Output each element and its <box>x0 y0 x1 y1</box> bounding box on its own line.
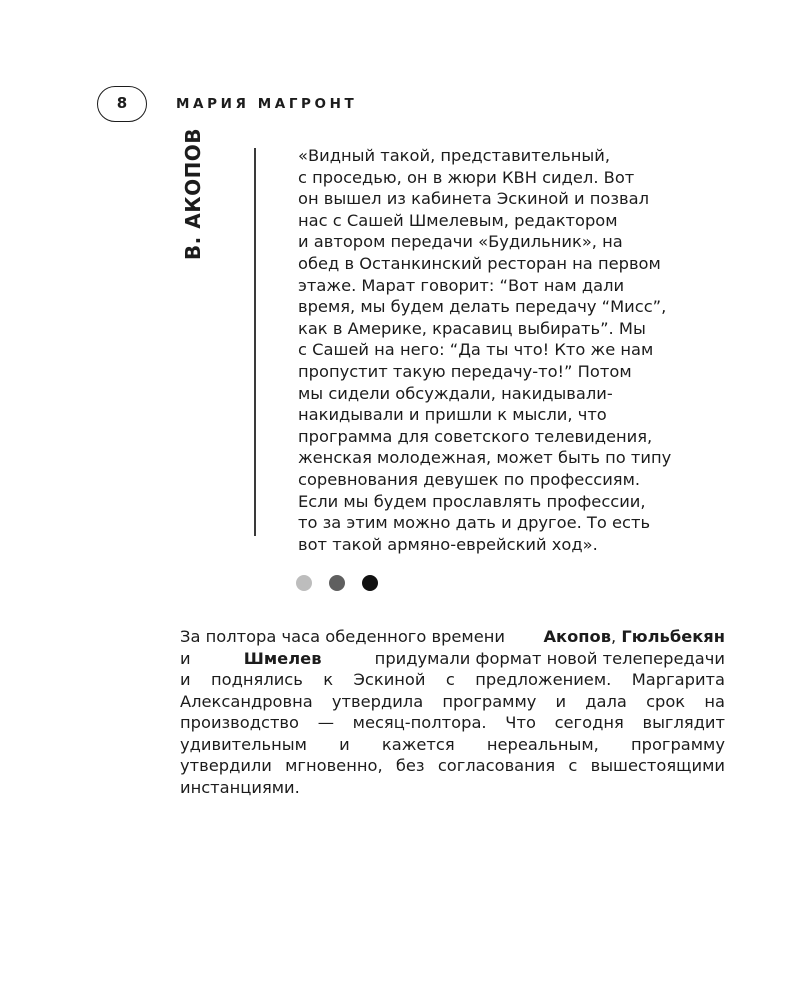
paragraph-word: сегодня <box>554 713 624 732</box>
paragraph-line <box>180 626 725 648</box>
name-shmelev: Шмелев <box>243 648 322 668</box>
paragraph-word: вышестоящими <box>590 756 725 775</box>
quote-line: соревнования девушек по профессиям. <box>298 469 641 489</box>
paragraph-word: удивительным <box>180 734 307 754</box>
paragraph-word: Александровна <box>180 691 313 711</box>
quote-line: время, мы будем делать передачу “Мисс”, <box>298 297 667 317</box>
separator-dot-light <box>296 575 312 591</box>
quote-line: женская молодежная, может быть по типу <box>298 448 672 468</box>
quote-line: и автором передачи «Будильник», на <box>298 232 623 252</box>
paragraph-line: инстанциями. <box>180 777 300 797</box>
quote-line: пропустит такую передачу-то!” Потом <box>298 361 632 381</box>
paragraph-word: и <box>555 691 567 711</box>
paragraph-word: и <box>180 670 191 689</box>
paragraph-text: и <box>180 648 191 668</box>
paragraph-word: Эскиной <box>353 670 426 689</box>
paragraph-word: кажется <box>381 734 455 754</box>
paragraph-line <box>180 712 725 734</box>
body-paragraph <box>180 626 725 798</box>
quote-attribution <box>171 127 215 261</box>
separator-dot-dark <box>362 575 378 591</box>
paragraph-line <box>180 669 725 691</box>
paragraph-word: согласования <box>437 756 556 775</box>
paragraph-line <box>180 691 725 713</box>
paragraph-word: к <box>323 670 334 689</box>
running-head-author: МАРИЯ МАГРОНТ <box>176 96 358 112</box>
paragraph-word: программу <box>442 691 537 711</box>
paragraph-word: без <box>395 756 425 775</box>
paragraph-word: срок <box>646 691 686 711</box>
quote-line: «Видный такой, представительный, <box>298 146 611 165</box>
paragraph-word: предложением. <box>475 670 612 689</box>
quote-line: мы сидели обсуждали, накидывали- <box>298 383 613 403</box>
quote-line: с проседью, он в жюри КВН сидел. Вот <box>298 167 635 187</box>
quote-line: он вышел из кабинета Эскиной и позвал <box>298 189 649 209</box>
quote-attribution-text: В. АКОПОВ <box>181 127 205 261</box>
paragraph-text: придумали формат новой телепередачи <box>374 648 725 668</box>
paragraph-names-group <box>543 626 725 648</box>
paragraph-word: утвердила <box>331 691 424 711</box>
separator-dot-medium <box>329 575 345 591</box>
paragraph-word: на <box>704 691 725 711</box>
paragraph-word: нереальным, <box>486 734 599 754</box>
name-gyulbekyan: Гюльбекян <box>621 627 725 646</box>
paragraph-word: производство <box>180 713 299 732</box>
paragraph-line <box>180 755 725 777</box>
paragraph-word: и <box>339 734 350 754</box>
quote-line: этаже. Марат говорит: “Вот нам дали <box>298 275 625 295</box>
name-akopov: Акопов <box>543 627 612 646</box>
quote-line: Если мы будем прославлять профессии, <box>298 491 646 511</box>
paragraph-word: Маргарита <box>631 670 725 689</box>
quote-vertical-rule <box>254 148 256 536</box>
paragraph-comma: , <box>611 627 617 646</box>
quote-line: как в Америке, красавиц выбирать”. Мы <box>298 318 646 338</box>
paragraph-word: выглядит <box>642 713 725 732</box>
paragraph-word: мгновенно, <box>285 756 383 775</box>
paragraph-line <box>180 648 725 670</box>
paragraph-word: с <box>445 670 455 689</box>
paragraph-word: утвердили <box>180 756 272 775</box>
paragraph-word: дала <box>585 691 627 711</box>
quote-line: нас с Сашей Шмелевым, редактором <box>298 210 618 230</box>
quote-line: программа для советского телевидения, <box>298 426 653 446</box>
quote-line: то за этим можно дать и другое. То есть <box>298 513 651 533</box>
paragraph-word: месяц-полтора. <box>352 713 487 732</box>
paragraph-word: Что <box>505 713 536 732</box>
paragraph-text: За полтора часа обеденного времени <box>180 627 505 646</box>
quote-line: вот такой армяно-еврейский ход». <box>298 534 598 554</box>
paragraph-word: с <box>568 756 578 775</box>
paragraph-line <box>180 734 725 756</box>
quote-block <box>298 145 728 555</box>
quote-line: с Сашей на него: “Да ты что! Кто же нам <box>298 340 654 360</box>
page-number: 8 <box>97 86 147 122</box>
quote-line: накидывали и пришли к мысли, что <box>298 405 607 425</box>
quote-line: обед в Останкинский ресторан на первом <box>298 253 661 273</box>
paragraph-word: поднялись <box>211 670 303 689</box>
paragraph-word: — <box>317 713 334 732</box>
paragraph-word: программу <box>630 734 725 754</box>
